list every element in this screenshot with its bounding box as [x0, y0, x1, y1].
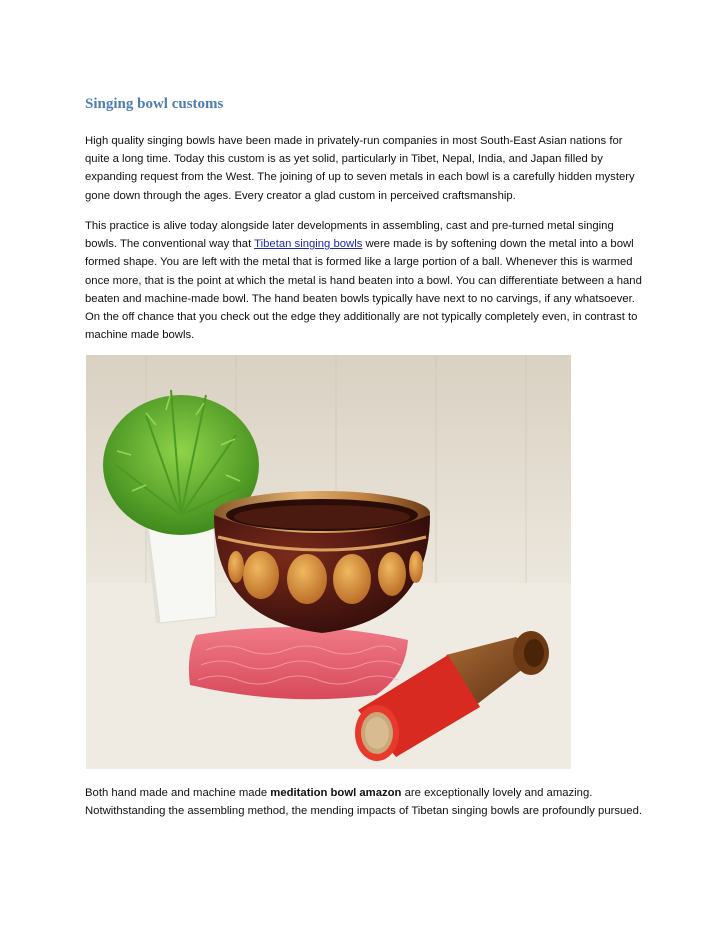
paragraph-practice-text-1: This practice is alive today alongside later developments in assembling, cast and pre-turned metal singing bowls. The conventional way that — [85, 220, 614, 251]
paragraph-conclusion-text-2: are exceptionally lovely and amazing. Notwithstanding the assembling method, the mending impacts of Tibetan singing bowls are profoundly pursued. — [85, 787, 643, 818]
paragraph-conclusion — [85, 784, 645, 820]
paragraph-practice — [85, 217, 645, 344]
paragraph-practice-text-2: were made is by softening down the metal into a bowl formed shape. You are left with the metal that is formed like a large portion of a ball. Whenever this is warmed once more, that is the point at which the metal is hand beaten into a bowl. You can differentiate between a hand beaten and machine-made bowl. The hand beaten bowls typically have next to no carvings, if any whatsoever. On the off chance that you check out the edge they additionally are not typically completely even, in contrast to machine made bowls. — [85, 238, 642, 342]
section-heading: Singing bowl customs — [85, 96, 224, 112]
paragraph-intro: High quality singing bowls have been made in privately-run companies in most South-East Asian nations for quite a long time. Today this custom is as yet solid, particularly in Tibet, Nepal, India, and Japan filled by expanding request from the West. The joining of up to seven metals in each bowl is a carefully hidden mystery gone down through the ages. Every creator a glad custom in perceived craftsmanship. — [85, 135, 635, 202]
singing-bowl-photo — [86, 355, 571, 769]
paragraph-conclusion-text-1: Both hand made and machine made — [85, 787, 271, 799]
meditation-bowl-amazon-keyword: meditation bowl amazon — [270, 787, 402, 799]
tibetan-singing-bowls-link[interactable]: Tibetan singing bowls — [254, 238, 363, 251]
